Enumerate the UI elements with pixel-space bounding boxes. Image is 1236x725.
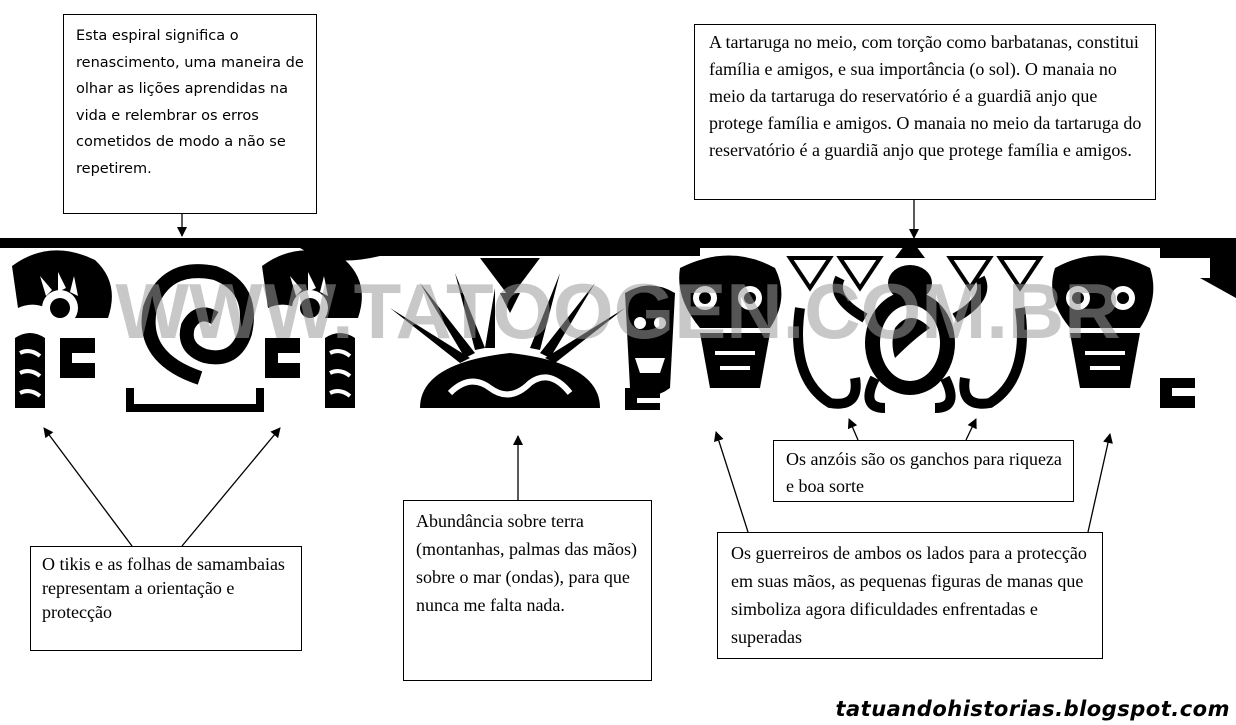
arrow-warriors-left: [716, 432, 748, 532]
note-tikis: [30, 546, 302, 651]
note-hooks-text: Os anzóis são os ganchos para riqueza e boa sorte: [786, 449, 1062, 496]
note-turtle-text: A tartaruga no meio, com torção como barbatanas, constitui família e amigos, e sua importância (o sol). O manaia no meio da tartaruga do reservatório é a guardiã anjo que protege família e amigos. O manaia no meio da tartaruga do reservatório é a guardiã anjo que protege família e amigos.: [709, 32, 1142, 160]
tribal-tattoo-band: [0, 238, 1236, 418]
note-warriors-text: Os guerreiros de ambos os lados para a protecção em suas mãos, as pequenas figuras de manas que simboliza agora dificuldades enfrentadas e superadas: [731, 543, 1087, 647]
warrior-right: [1160, 278, 1236, 408]
arrow-hooks-right: [966, 419, 976, 440]
note-turtle: [694, 24, 1156, 200]
note-abundance-text: Abundância sobre terra (montanhas, palmas das mãos) sobre o mar (ondas), para que nunca me falta nada.: [416, 511, 637, 615]
arrow-tikis-left: [44, 428, 132, 546]
note-spiral: [63, 14, 317, 214]
note-warriors: [717, 532, 1103, 659]
tiki-left: [12, 250, 112, 408]
arrow-tikis-right: [182, 428, 280, 546]
arrow-hooks-left: [849, 419, 858, 440]
watermark: WWW.TATOOGEN.COM.BR: [115, 267, 1121, 355]
arrow-warriors-right: [1088, 434, 1110, 532]
note-abundance: [403, 500, 652, 681]
footer-credit: tatuandohistorias.blogspot.com: [835, 697, 1230, 721]
note-tikis-text: O tikis e as folhas de samambaias representam a orientação e protecção: [42, 554, 285, 622]
note-hooks: [773, 440, 1074, 502]
note-spiral-text: Esta espiral significa o renascimento, uma maneira de olhar as lições aprendidas na vida e relembrar os erros cometidos de modo a não se repetirem.: [76, 28, 304, 177]
